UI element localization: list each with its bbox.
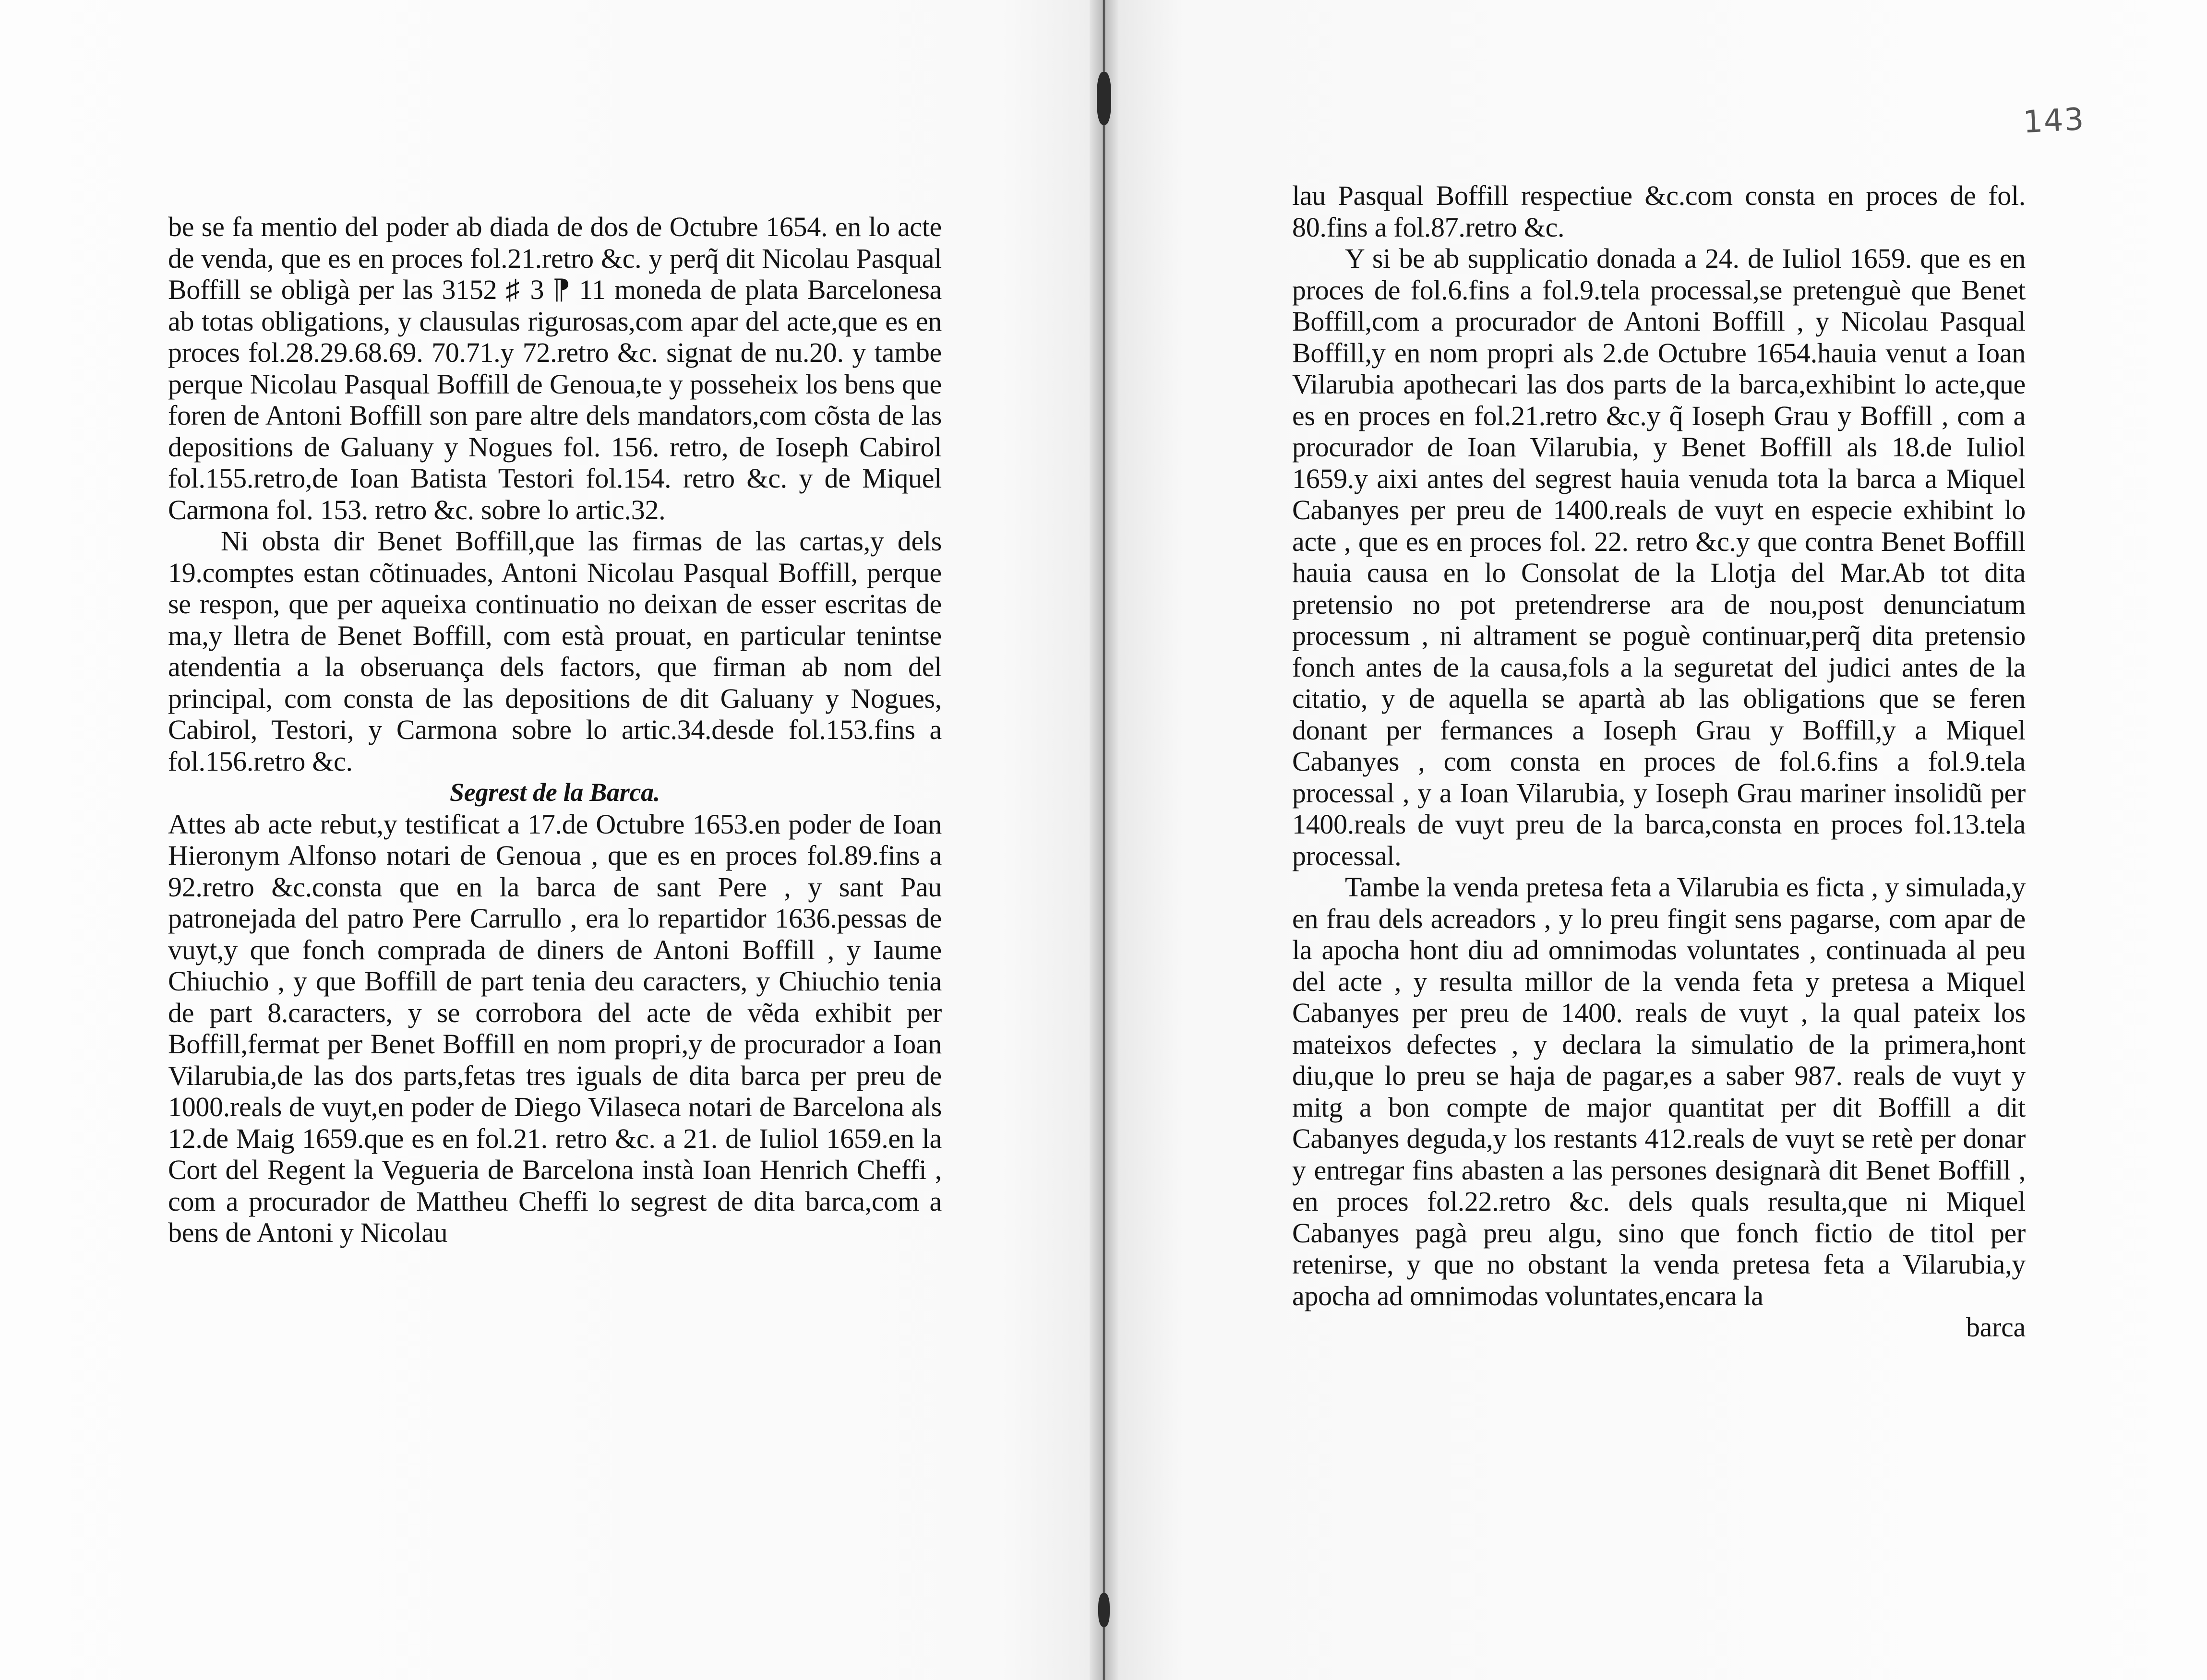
binding-mark-bottom: [1098, 1593, 1110, 1627]
right-text-column: [1292, 180, 2026, 1343]
catchword: barca: [1966, 1311, 2026, 1343]
right-paragraph-2: Y si be ab supplicatio donada a 24. de Iuliol 1659. que es en proces de fol.6.fins a fol.9.tela processal,se pretenguè que Benet Boffill,com a procurador de Antoni Boffill , y Nicolau Pasqual Boffill,y en nom propri als 2.de Octubre 1654.hauia venut a Ioan Vilarubia apothecari las dos parts de la barca,exhibint lo acte,que es en proces en fol.21.retro &c.y q̃ Ioseph Grau y Boffill , com a procurador de Ioan Vilarubia, y Benet Boffill als 18.de Iuliol 1659.y aixi antes del segrest hauia venuda tota la barca a Miquel Cabanyes per preu de 1400.reals de vuyt en especie exhibint lo acte , que es en proces fol. 22. retro &c.y que contra Benet Boffill hauia causa en lo Consolat de la Llotja del Mar.Ab tot dita pretensio no pot pretendrerse ara de nou,post denunciatum processum , ni altrament se poguè continuar,perq̃ dita pretensio fonch antes de la causa,fols a la seguretat del judici antes de la citatio, y de aquella se apartà ab las obligations que se feren donant per fermances a Ioseph Grau y Boffill,y a Miquel Cabanyes , com consta en proces de fol.6.fins a fol.9.tela processal , y a Ioan Vilarubia, y Ioseph Grau mariner insolidũ per 1400.reals de vuyt preu de la barca,consta en proces fol.13.tela processal.: [1292, 243, 2026, 871]
left-text-column: [168, 211, 942, 1249]
right-paragraph-3: Tambe la venda pretesa feta a Vilarubia es ficta , y simulada,y en frau dels acreadors , y lo preu fingit sens pagarse, com apar de la apocha hont diu ad omnimodas voluntates , continuada al peu del acte , y resulta millor de la venda feta y pretesa a Miquel Cabanyes per preu de 1400. reals de vuyt , la qual pateix los mateixos defectes , y declara la simulatio de la primera,hont diu,que lo preu se haja de pagar,es a saber 987. reals de vuyt y mitg a bon compte de major quantitat per dit Boffill a dit Cabanyes deguda,y los restants 412.reals de vuyt se retè per donar y entregar fins abasten a las persones designarà dit Benet Boffill , en proces fol.22.retro &c. dels quals resulta,que ni Miquel Cabanyes pagà preu algu, sino que fonch fictio de titol per retenirse, y que no obstant la venda pretesa feta a Vilarubia,y apocha ad omnimodas voluntates,encara la: [1292, 871, 2026, 1311]
left-paragraph-1: be se fa mentio del poder ab diada de dos de Octubre 1654. en lo acte de venda, que es en proces fol.21.retro &c. y perq̃ dit Nicolau Pasqual Boffill se obligà per las 3152 ♯ 3 ⁋ 11 moneda de plata Barcelonesa ab totas obligations, y clausulas rigurosas,com apar del acte,que es en proces fol.28.29.68.69. 70.71.y 72.retro &c. signat de nu.20. y tambe perque Nicolau Pasqual Boffill de Genoua,te y posseheix los bens que foren de Antoni Boffill son pare altre dels mandators,com cõsta de las depositions de Galuany y Nogues fol. 156. retro, de Ioseph Cabirol fol.155.retro,de Ioan Batista Testori fol.154. retro &c. y de Miquel Carmona fol. 153. retro &c. sobre lo artic.32.: [168, 211, 942, 525]
left-paragraph-3: Attes ab acte rebut,y testificat a 17.de Octubre 1653.en poder de Ioan Hieronym Alfonso notari de Genoua , que es en proces fol.89.fins a 92.retro &c.consta que en la barca de sant Pere , y sant Pau patronejada del patro Pere Carrullo , era lo repartidor 1636.pessas de vuyt,y que fonch comprada de diners de Antoni Boffill , y Iaume Chiuchio , y que Boffill de part tenia deu caracters, y Chiuchio tenia de part 8.caracters, y se corrobora del acte de vẽda exhibit per Boffill,fermat per Benet Boffill en nom propri,y de procurador a Ioan Vilarubia,de las dos parts,fetas tres iguals de dita barca per preu de 1000.reals de vuyt,en poder de Diego Vilaseca notari de Barcelona als 12.de Maig 1659.que es en fol.21. retro &c. a 21. de Iuliol 1659.en la Cort del Regent la Vegueria de Barcelona instà Ioan Henrich Cheffi , com a procurador de Mattheu Cheffi lo segrest de dita barca,com a bens de Antoni y Nicolau: [168, 808, 942, 1248]
section-heading: Segrest de la Barca.: [450, 778, 660, 807]
folio-number: 143: [2022, 101, 2086, 141]
binding-mark-top: [1097, 72, 1111, 125]
book-gutter: [1090, 0, 1118, 1680]
right-paragraph-1: lau Pasqual Boffill respectiue &c.com consta en proces de fol. 80.fins a fol.87.retro &c.: [1292, 180, 2026, 243]
left-paragraph-2: Ni obsta dir Benet Boffill,que las firmas de las cartas,y dels 19.comptes estan cõtinuades, Antoni Nicolau Pasqual Boffill, perque se respon, que per aqueixa continuatio no deixan de esser escritas de ma,y lletra de Benet Boffill, com està prouat, en particular tenintse atendentia a la obseruança dels factors, que firman ab nom del principal, com consta de las depositions de dit Galuany y Nogues, Cabirol, Testori, y Carmona sobre lo artic.34.desde fol.153.fins a fol.156.retro &c.: [168, 525, 942, 777]
